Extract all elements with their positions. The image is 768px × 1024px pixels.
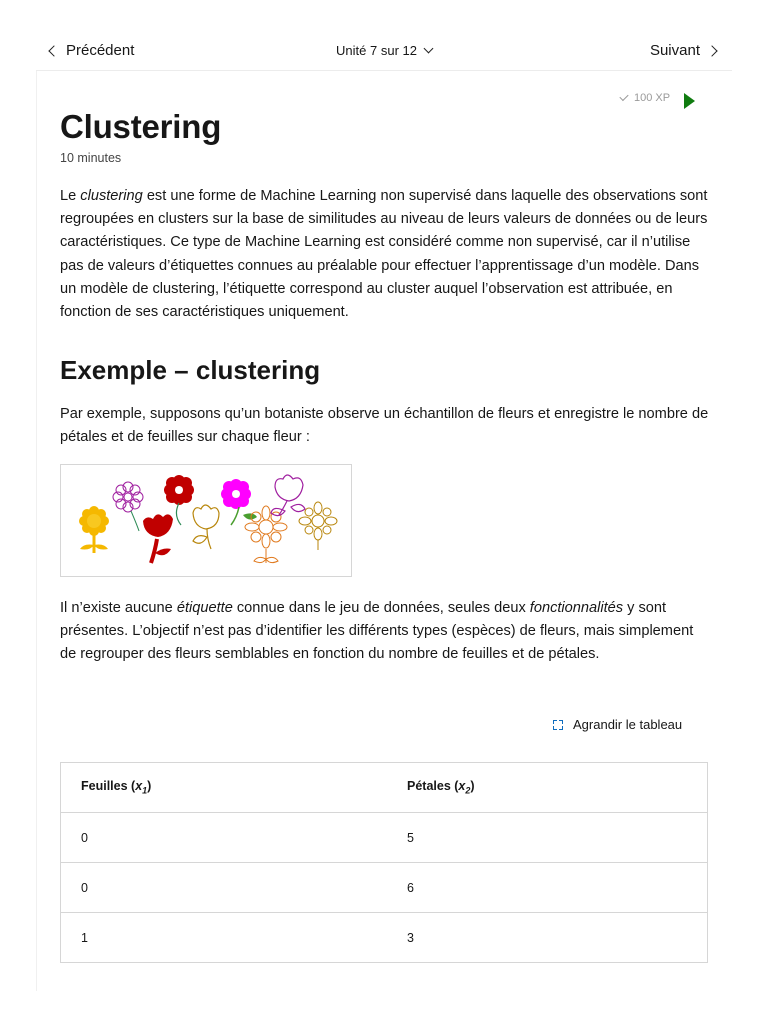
play-icon[interactable] bbox=[684, 93, 695, 109]
xp-value: 100 XP bbox=[634, 92, 671, 104]
previous-label: Précédent bbox=[66, 42, 135, 59]
table-cell: 3 bbox=[387, 913, 708, 963]
expand-table-label: Agrandir le tableau bbox=[573, 717, 683, 732]
unit-navigation-bar bbox=[36, 34, 732, 71]
table-header-row bbox=[61, 763, 708, 813]
table-cell: 0 bbox=[61, 813, 388, 863]
note-paragraph: Il n’existe aucune étiquette connue dans le jeu de données, seules deux fonctionnalités y sont présentes. L’objectif n’est pas d’identifier les différents types (espèces) de fleurs, mais simplement de regrouper des fleurs semblables en fonction du nombre de feuilles et de pétales. bbox=[60, 600, 694, 663]
table-row bbox=[61, 913, 708, 963]
table-cell: 0 bbox=[61, 863, 388, 913]
unit-label: Unité 7 sur 12 bbox=[336, 43, 417, 58]
page-title: Clustering bbox=[60, 108, 222, 145]
example-paragraph: Par exemple, supposons qu’un botaniste observe un échantillon de fleurs et enregistre le nombre de pétales et de feuilles sur chaque fleur : bbox=[60, 406, 709, 446]
table-cell: 1 bbox=[61, 913, 388, 963]
flowers-illustration bbox=[60, 464, 352, 577]
xp-badge bbox=[620, 92, 670, 104]
flower-outline-purple-tulip bbox=[271, 475, 305, 516]
flower-data-table bbox=[60, 762, 708, 963]
column-header-petales: Pétales $(x_2)$ bbox=[387, 763, 708, 813]
next-label: Suivant bbox=[649, 42, 700, 59]
duration-text: 10 minutes bbox=[60, 151, 122, 165]
expand-table-button[interactable] bbox=[553, 717, 682, 732]
table-row bbox=[61, 863, 708, 913]
column-header-feuilles: Feuilles $(x_1)$ bbox=[61, 763, 388, 813]
next-button[interactable] bbox=[650, 42, 716, 59]
flower-yellow-sunflower bbox=[79, 506, 109, 553]
table-cell: 6 bbox=[387, 863, 708, 913]
flower-outline-purple bbox=[113, 482, 143, 531]
chevron-right-icon bbox=[706, 45, 717, 56]
flower-outline-gold-tulip bbox=[193, 505, 219, 549]
expand-icon bbox=[553, 720, 563, 730]
content-left-border bbox=[36, 71, 37, 991]
flower-red-tulip bbox=[143, 514, 173, 563]
unit-selector-dropdown[interactable] bbox=[336, 43, 432, 58]
section-heading: Exemple – clustering bbox=[60, 355, 321, 385]
checkmark-icon bbox=[619, 92, 628, 101]
intro-paragraph: Le clustering est une forme de Machine Learning non supervisé dans laquelle des observations sont regroupées en clusters sur la base de similitudes au niveau de leurs valeurs de données ou de leurs caractéristiques. Ce type de Machine Learning est considéré comme non supervisé, car il n’utilise pas de valeurs d’étiquettes connues au préalable pour effectuer l’apprentissage d’un modèle. Dans un modèle de clustering, l’étiquette correspond au cluster auquel l’observation est attribuée, en fonction de ses caractéristiques uniquement. bbox=[60, 188, 708, 321]
chevron-down-icon bbox=[424, 44, 434, 54]
table-cell: 5 bbox=[387, 813, 708, 863]
table-row bbox=[61, 813, 708, 863]
